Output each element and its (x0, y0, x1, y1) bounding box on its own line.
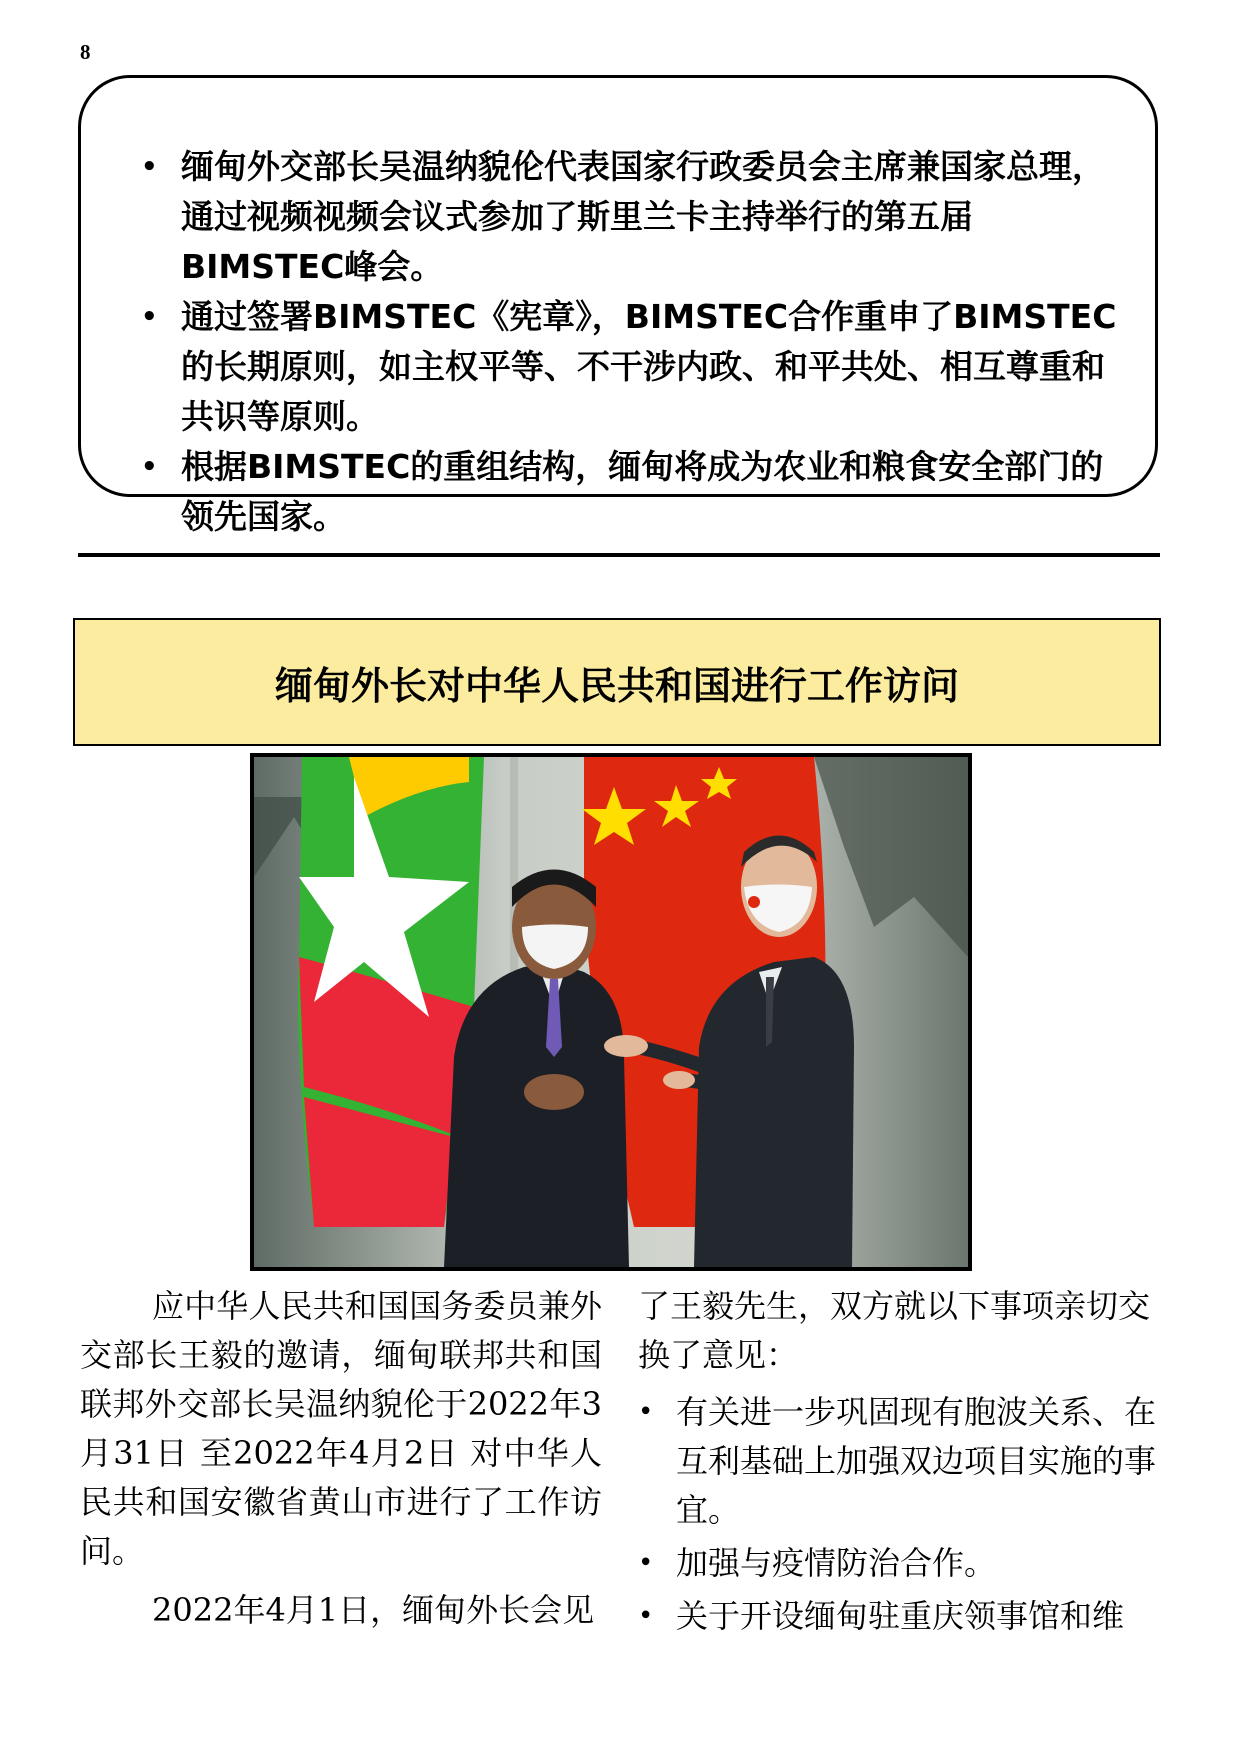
meeting-photo-illustration (254, 757, 968, 1267)
article-paragraph: 应中华人民共和国国务委员兼外交部长王毅的邀请，缅甸联邦共和国联邦外交部长吴温纳貌伦于2022年3月31日 至2022年4月2日 对中华人民共和国安徽省黄山市进行了工作访问。 (80, 1287, 602, 1570)
discussion-point-text: 加强与疫情防治合作。 (676, 1544, 997, 1582)
article-paragraph: 2022年4月1日，缅甸外长会见 (152, 1591, 595, 1629)
article-title-box (73, 618, 1161, 746)
discussion-points (638, 1388, 1160, 1641)
bullet-icon: • (141, 302, 158, 332)
article-column-right (638, 1282, 1160, 1641)
article-paragraph-continued: 了王毅先生，双方就以下事项亲切交换了意见： (638, 1287, 1151, 1374)
section-divider (78, 553, 1160, 557)
summary-list (141, 142, 1127, 542)
bullet-icon: • (141, 452, 158, 482)
discussion-point-text: 有关进一步巩固现有胞波关系、在互利基础上加强双边项目实施的事宜。 (676, 1393, 1157, 1529)
article-title: 缅甸外长对中华人民共和国进行工作访问 (274, 663, 959, 708)
discussion-point-text: 关于开设缅甸驻重庆领事馆和维 (676, 1597, 1125, 1635)
page-number: 8 (80, 40, 91, 64)
discussion-point (638, 1388, 1160, 1535)
bullet-icon: • (638, 1601, 654, 1631)
summary-item-text: 通过签署BIMSTEC《宪章》，BIMSTEC合作重申了BIMSTEC的长期原则，如主权平等、不干涉内政、和平共处、相互尊重和共识等原则。 (181, 297, 1117, 436)
summary-item (141, 142, 1127, 292)
bullet-icon: • (638, 1397, 654, 1427)
bullet-icon: • (141, 152, 158, 182)
summary-item (141, 442, 1127, 542)
summary-item-text: 根据BIMSTEC的重组结构，缅甸将成为农业和粮食安全部门的领先国家。 (181, 447, 1104, 536)
meeting-photo (250, 753, 972, 1271)
summary-box (78, 75, 1158, 536)
article-column-left (80, 1282, 602, 1635)
bullet-icon: • (638, 1548, 654, 1578)
summary-item-text: 缅甸外交部长吴温纳貌伦代表国家行政委员会主席兼国家总理，通过视频视频会议式参加了斯里兰卡主持举行的第五届BIMSTEC峰会。 (181, 147, 1105, 286)
discussion-point (638, 1539, 1160, 1588)
discussion-point (638, 1592, 1160, 1641)
summary-item (141, 292, 1127, 442)
